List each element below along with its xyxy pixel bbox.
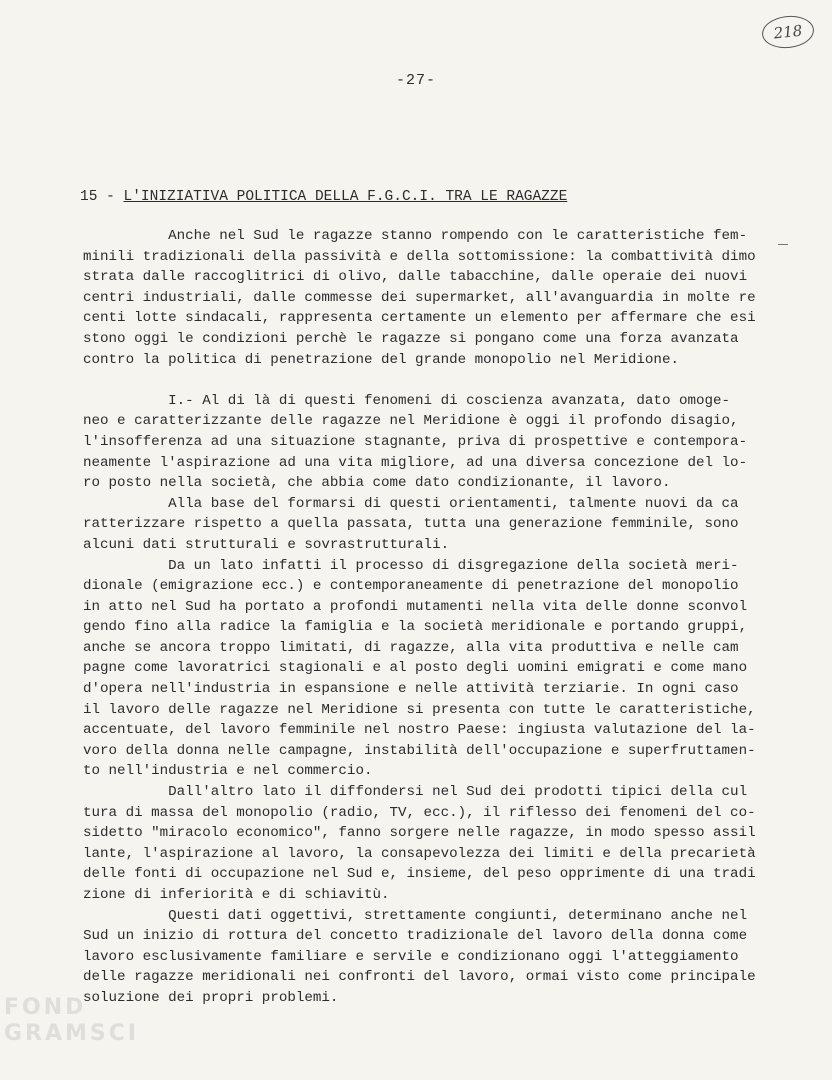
text-line: contro la politica di penetrazione del grande monopolio nel Meridione. <box>83 351 679 368</box>
text-line: strata dalle raccoglitrici di olivo, dalle tabacchine, dalle operaie dei nuovi <box>83 269 748 286</box>
text-line: Anche nel Sud le ragazze stanno rompendo con le caratteristiche fem- <box>83 228 748 244</box>
archive-number-stamp: 218 <box>760 13 815 50</box>
text-line: ratterizzare rispetto a quella passata, tutta una generazione femminile, sono <box>83 516 739 533</box>
watermark-line-2: GRAMSCI <box>4 1021 140 1046</box>
text-line: neo e caratterizzante delle ragazze nel Meridione è oggi il profondo disagio, <box>83 413 739 430</box>
text-line: delle fonti di occupazione nel Sud e, insieme, del peso opprimente di una tradi <box>83 866 756 883</box>
margin-mark <box>778 244 788 245</box>
text-line: I.- Al di là di questi fenomeni di coscienza avanzata, dato omoge- <box>83 392 731 409</box>
watermark-line-1: FOND <box>4 995 87 1020</box>
page-number: -27- <box>395 72 436 89</box>
text-line: voro della donna nelle campagne, instabilità dell'occupazione e superfruttamen- <box>83 742 756 759</box>
section-heading <box>80 189 567 205</box>
text-line: in atto nel Sud ha portato a profondi mutamenti nella vita delle donne sconvol <box>83 598 748 615</box>
text-line: Dall'altro lato il diffondersi nel Sud dei prodotti tipici della cul <box>83 784 748 801</box>
text-line: neamente l'aspirazione ad una vita migliore, ad una diversa concezione del lo- <box>83 454 748 471</box>
text-line: zione di inferiorità e di schiavitù. <box>83 887 390 903</box>
text-line: tura di massa del monopolio (radio, TV, ecc.), il riflesso dei fenomeni del co- <box>83 804 756 821</box>
text-line: dionale (emigrazione ecc.) e contemporaneamente di penetrazione del monopolio <box>83 578 739 595</box>
text-line: centri industriali, dalle commesse dei supermarket, all'avanguardia in molte re <box>83 289 756 306</box>
text-line: Questi dati oggettivi, strettamente congiunti, determinano anche nel <box>83 907 748 924</box>
text-line: centi lotte sindacali, rappresenta certamente un elemento per affermare che esi <box>83 310 756 327</box>
text-line: lante, l'aspirazione al lavoro, la consapevolezza dei limiti e della precarietà <box>83 845 756 862</box>
text-line: il lavoro delle ragazze nel Meridione si presenta con tutte le caratteristiche, <box>83 701 756 718</box>
text-line: to nell'industria e nel commercio. <box>83 763 373 780</box>
archive-watermark <box>4 995 139 1047</box>
text-line: gendo fino alla radice la famiglia e la società meridionale e portando gruppi, <box>83 619 748 636</box>
section-number: 15 - <box>80 189 124 205</box>
text-line: accentuate, del lavoro femminile nel nostro Paese: ingiusta valutazione del la- <box>83 722 756 739</box>
text-line: sidetto "miracolo economico", fanno sorgere nelle ragazze, in modo spesso assil <box>83 825 756 842</box>
paragraph-gap <box>83 370 773 391</box>
body-text <box>83 226 773 1009</box>
text-line: Da un lato infatti il processo di disgregazione della società meri- <box>83 557 739 574</box>
text-line: soluzione dei propri problemi. <box>83 989 339 1006</box>
text-line: pagne come lavoratrici stagionali e al posto degli uomini emigrati e come mano <box>83 660 748 677</box>
text-line: stono oggi le condizioni perchè le ragazze si pongano come una forza avanzata <box>83 330 739 347</box>
text-line: minili tradizionali della passività e della sottomissione: la combattività dimo <box>83 248 756 265</box>
text-line: Sud un inizio di rottura del concetto tradizionale del lavoro della donna come <box>83 928 748 945</box>
text-line: lavoro esclusivamente familiare e servile e condizionano oggi l'atteggiamento <box>83 948 739 965</box>
text-line: Alla base del formarsi di questi orientamenti, talmente nuovi da ca <box>83 495 739 512</box>
text-line: l'insofferenza ad una situazione stagnante, priva di prospettive e contempora- <box>83 433 748 450</box>
text-line: delle ragazze meridionali nei confronti del lavoro, ormai visto come principale <box>83 969 756 986</box>
text-line: ro posto nella società, che abbia come dato condizionante, il lavoro. <box>83 475 671 492</box>
text-line: d'opera nell'industria in espansione e nelle attività terziarie. In ogni caso <box>83 681 739 698</box>
section-title: L'INIZIATIVA POLITICA DELLA F.G.C.I. TRA LE RAGAZZE <box>123 189 568 205</box>
text-line: anche se ancora troppo limitati, di ragazze, alla vita produttiva e nelle cam <box>83 639 739 656</box>
text-line: alcuni dati strutturali e sovrastrutturali. <box>83 536 450 553</box>
